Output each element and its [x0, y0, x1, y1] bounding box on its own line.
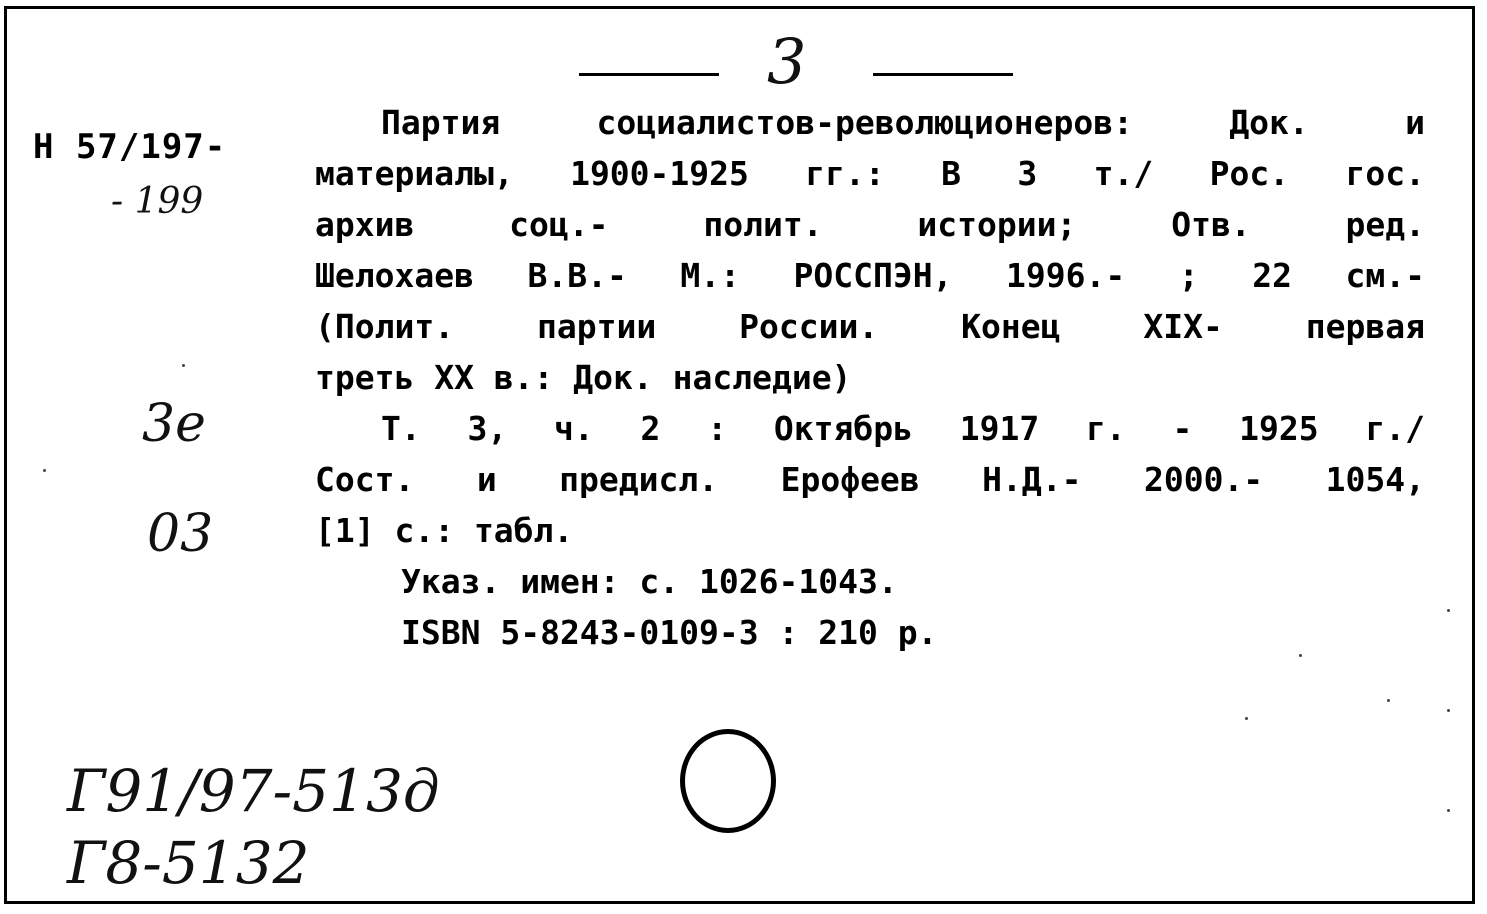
speck [1447, 809, 1450, 812]
entry-line: [1] с.: табл. [315, 511, 574, 550]
bibliographic-entry [315, 97, 1425, 658]
shelf-mark-continuation: - 199 [111, 181, 204, 222]
entry-line: (Полит. партии России. Конец XIX- первая [315, 307, 1425, 346]
entry-line: Т. 3, ч. 2 : Октябрь 1917 г. - 1925 г./ [381, 409, 1425, 448]
entry-line: Указ. имен: с. 1026-1043. [401, 562, 898, 601]
speck [1299, 654, 1302, 657]
speck [1387, 699, 1390, 702]
entry-line: Шелохаев В.В.- М.: РОССПЭН, 1996.- ; 22 см.- [315, 256, 1425, 295]
speck [43, 469, 46, 472]
speck [1447, 609, 1450, 612]
card-number: 3 [767, 25, 807, 98]
entry-line: Партия социалистов-революционеров: Док. и [381, 103, 1425, 142]
entry-line: ISBN 5-8243-0109-3 : 210 р. [401, 613, 938, 652]
entry-line: архив соц.- полит. истории; Отв. ред. [315, 205, 1425, 244]
catalog-card [4, 6, 1475, 904]
inventory-number-2: Г8-5132 [67, 829, 310, 897]
speck [1245, 717, 1248, 720]
shelf-mark: Н 57/197- [33, 127, 227, 167]
entry-line: материалы, 1900-1925 гг.: В 3 т./ Рос. гос. [315, 154, 1425, 193]
handwritten-mark-03: 03 [147, 504, 214, 564]
handwritten-mark-3e: 3е [142, 394, 206, 454]
speck [1447, 709, 1450, 712]
title-rule-left [579, 73, 719, 76]
speck [182, 364, 185, 367]
entry-line: Сост. и предисл. Ерофеев Н.Д.- 2000.- 1054, [315, 460, 1425, 499]
title-rule-right [873, 73, 1013, 76]
entry-line: треть XX в.: Док. наследие) [315, 358, 852, 397]
inventory-number-1: Г91/97-513д [67, 757, 440, 825]
punch-hole [680, 729, 776, 833]
